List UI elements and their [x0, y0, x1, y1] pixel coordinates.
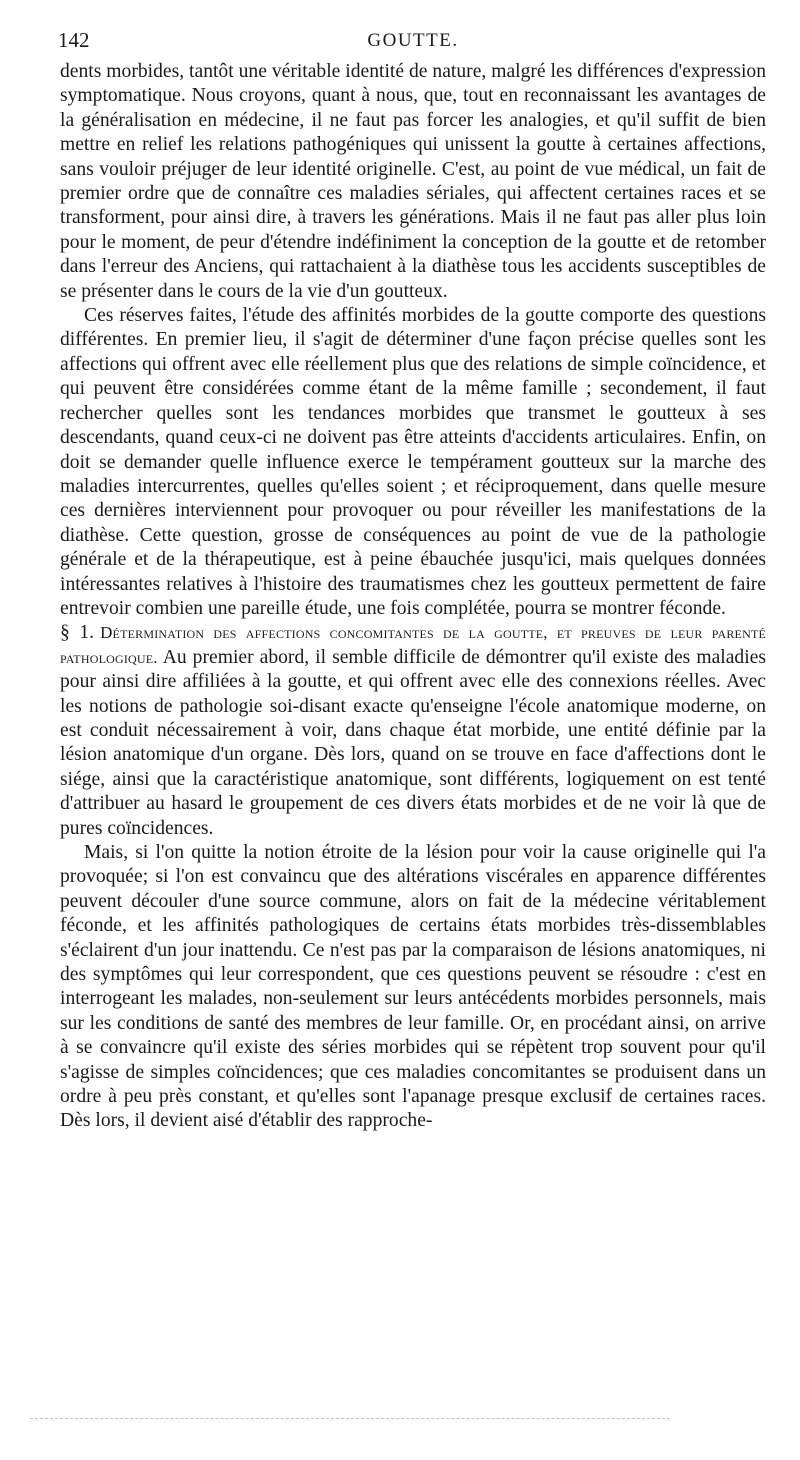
page-number: 142: [58, 28, 90, 52]
section-heading: Détermination des affections concomitantes de la goutte, et preuves de leur parenté pathologique.: [60, 623, 767, 667]
section-text: Au premier abord, il semble difficile de démontrer qu'il existe des maladies pour ainsi dire affiliées à la goutte, et qui offrent avec elle des connexions réelles. Avec les notions de pathologie soi-disant exacte qu'enseigne l'école anatomique moderne, on est conduit nécessairement à voir, dans chaque état morbide, une entité définie par la lésion anatomique d'un organe. Dès lors, quand on se trouve en face d'affections dont le siége, ainsi que la caractéristique anatomique, sont différents, logiquement on est tenté d'attribuer au hasard le groupement de ces divers états morbides et de ne voir là que de pures coïncidences.: [60, 646, 766, 839]
running-title: GOUTTE.: [367, 30, 459, 51]
footer-rule: [30, 1418, 670, 1419]
section-paragraph: [60, 621, 766, 841]
paragraph-reserves: Ces réserves faites, l'étude des affinités morbides de la goutte comporte des questions différentes. En premier lieu, il s'agit de déterminer d'une façon précise quelles sont les affections qui offrent avec elle réellement plus que des relations de simple coïncidence, et qui peuvent être considérées comme étant de la même famille ; secondement, il faut rechercher quelles sont les tendances morbides que transmet le goutteux à ses descendants, quand ceux-ci ne doivent pas être atteints d'accidents articulaires. Enfin, on doit se demander quelle influence exerce le tempérament goutteux sur la marche des maladies intercurrentes, quelles qu'elles soient ; et réciproquement, dans quelle mesure ces dernières interviennent pour provoquer ou pour réveiller les manifestations de la diathèse. Cette question, grosse de conséquences au point de vue de la pathologie générale et de la thérapeutique, est à peine ébauchée jusqu'ici, mais quelques données intéressantes relatives à l'histoire des traumatismes chez les goutteux permettent de faire entrevoir combien une pareille étude, une fois complétée, pourra se montrer féconde.: [60, 305, 766, 619]
section-mark: § 1.: [60, 622, 95, 644]
running-head: [58, 28, 768, 54]
body-text: [60, 60, 766, 1134]
paragraph-continuation: dents morbides, tantôt une véritable identité de nature, malgré les différences d'expression symptomatique. Nous croyons, quant à nous, que, tout en reconnaissant les avantages de la généralisation en médecine, il ne faut pas forcer les analogies, et qu'il suffit de bien mettre en relief les relations pathogéniques qui unissent la goutte à certaines affections, sans vouloir préjuger de leur identité originelle. C'est, au point de vue médical, un fait de premier ordre que de connaître ces maladies sériales, qui affectent certaines races et se transforment, pour ainsi dire, à travers les générations. Mais il ne faut pas aller plus loin pour le moment, de peur d'étendre indéfiniment la conception de la goutte et de retomber dans l'erreur des Anciens, qui rattachaient à la diathèse tous les accidents susceptibles de se présenter dans le cours de la vie d'un goutteux.: [60, 61, 766, 302]
paragraph-closing: Mais, si l'on quitte la notion étroite de la lésion pour voir la cause originelle qui l'a provoquée; si l'on est convaincu que des altérations viscérales en apparence différentes peuvent découler d'une source commune, alors on fait de la médecine véritablement féconde, et les affinités pathologiques de certains états morbides très-dissemblables s'éclairent d'un jour inattendu. Ce n'est pas par la comparaison de lésions anatomiques, ni des symptômes qui leur correspondent, que ces questions peuvent se résoudre : c'est en interrogeant les malades, non-seulement sur leurs antécédents morbides personnels, mais sur les conditions de santé des membres de leur famille. Or, en procédant ainsi, on arrive à se convaincre qu'il existe des séries morbides qui se répètent trop souvent pour qu'il s'agisse de simples coïncidences; que ces maladies concomitantes se produisent dans un ordre à peu près constant, et qu'elles sont l'apanage presque exclusif de certaines races. Dès lors, il devient aisé d'établir des rapproche-: [60, 842, 766, 1132]
